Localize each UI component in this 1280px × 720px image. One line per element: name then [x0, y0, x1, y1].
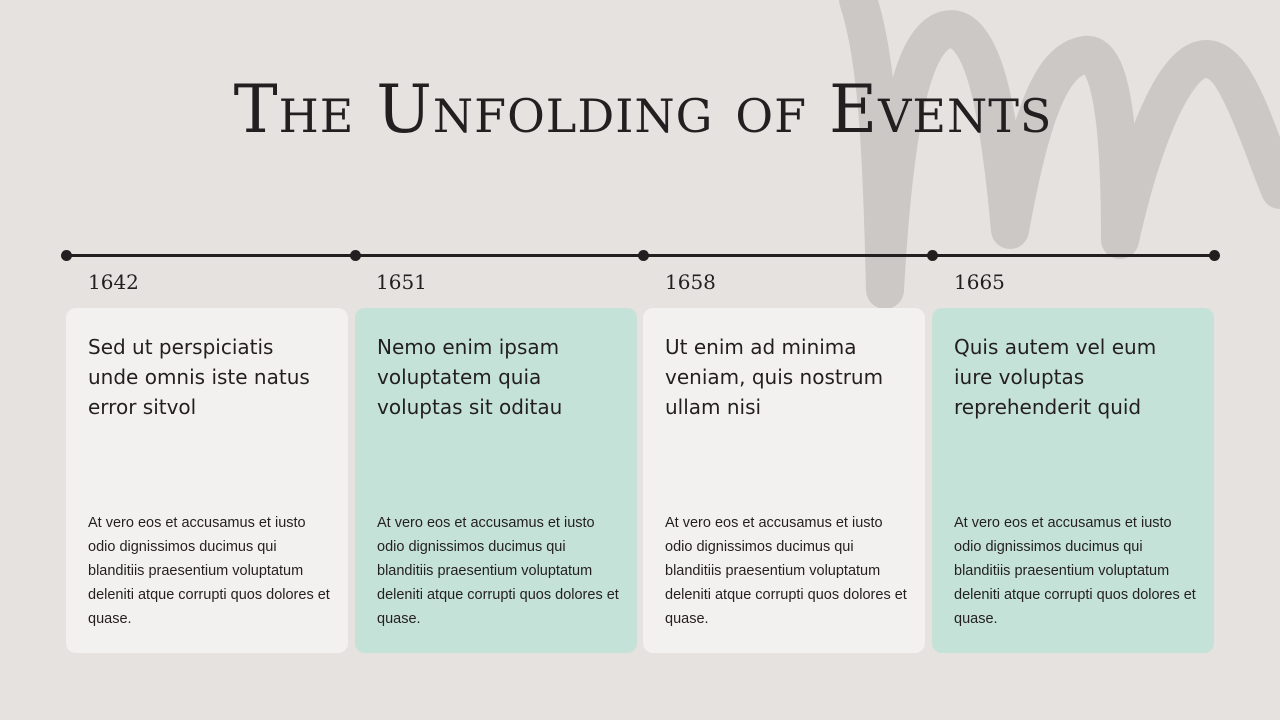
- timeline-dot: [927, 250, 938, 261]
- timeline-year-3: 1658: [665, 270, 716, 294]
- card-body: At vero eos et accusamus et iusto odio dignissimos ducimus qui blanditiis praesentium voluptatum deleniti atque corrupti quos dolores et quase.: [88, 515, 330, 627]
- card-body: At vero eos et accusamus et iusto odio dignissimos ducimus qui blanditiis praesentium voluptatum deleniti atque corrupti quos dolores et quase.: [377, 515, 619, 627]
- timeline-dot: [638, 250, 649, 261]
- card-body: At vero eos et accusamus et iusto odio dignissimos ducimus qui blanditiis praesentium voluptatum deleniti atque corrupti quos dolores et quase.: [665, 515, 907, 627]
- card-heading: Sed ut perspiciatis unde omnis iste natus error sitvol: [88, 335, 310, 419]
- timeline-card-2: [355, 308, 637, 653]
- card-body: At vero eos et accusamus et iusto odio dignissimos ducimus qui blanditiis praesentium voluptatum deleniti atque corrupti quos dolores et quase.: [954, 515, 1196, 627]
- timeline-card-4: [932, 308, 1214, 653]
- card-heading: Nemo enim ipsam voluptatem quia voluptas sit oditau: [377, 335, 563, 419]
- card-heading: Ut enim ad minima veniam, quis nostrum ullam nisi: [665, 335, 884, 419]
- timeline-dot: [350, 250, 361, 261]
- timeline-year-1: 1642: [88, 270, 139, 294]
- timeline-dot: [61, 250, 72, 261]
- timeline-year-4: 1665: [954, 270, 1005, 294]
- card-heading: Quis autem vel eum iure voluptas reprehenderit quid: [954, 335, 1157, 419]
- timeline-card-3: [643, 308, 925, 653]
- timeline-card-1: [66, 308, 348, 653]
- slide-title: The Unfolding of Events: [233, 71, 1053, 148]
- timeline-dot: [1209, 250, 1220, 261]
- timeline-year-2: 1651: [376, 270, 427, 294]
